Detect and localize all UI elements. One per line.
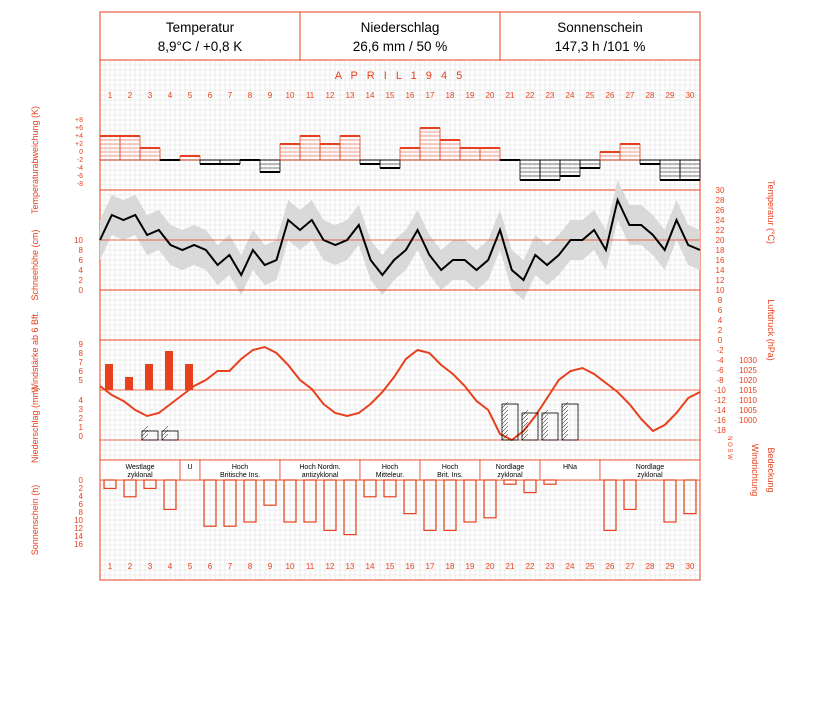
- snow-tick: 10: [74, 236, 83, 245]
- weather-type-label: HNa: [562, 464, 578, 471]
- weather-type-label: zyklonal: [127, 472, 153, 479]
- wind-direction-code: N O S W: [726, 436, 732, 460]
- day-label-top: 17: [425, 91, 435, 100]
- day-label-bottom: 24: [565, 562, 575, 571]
- temperature-tick: 14: [715, 266, 725, 275]
- day-label-top: 6: [207, 91, 213, 100]
- day-label-top: 2: [127, 91, 133, 100]
- day-label-top: 15: [385, 91, 395, 100]
- day-label-bottom: 13: [345, 562, 355, 571]
- day-label-top: 3: [147, 91, 153, 100]
- axis-label-temperature: Temperatur (°C): [766, 179, 776, 245]
- anomaly-tick: +8: [75, 117, 83, 124]
- weather-type-label: Nordlage: [635, 464, 665, 471]
- month-title: A P R I L 1 9 4 5: [334, 70, 466, 82]
- sunshine-tick: 6: [78, 500, 83, 509]
- day-label-bottom: 23: [545, 562, 555, 571]
- wind-bar: [125, 377, 133, 390]
- anomaly-tick: +2: [75, 141, 83, 148]
- precip-tick: 2: [78, 414, 83, 423]
- temperature-tick: 20: [715, 236, 725, 245]
- day-label-top: 30: [685, 91, 695, 100]
- wind-tick: 5: [78, 376, 83, 385]
- sunshine-tick: 14: [74, 532, 83, 541]
- day-label-bottom: 17: [425, 562, 435, 571]
- anomaly-tick: +4: [75, 133, 83, 140]
- day-label-top: 13: [345, 91, 355, 100]
- temperature-tick: 6: [717, 306, 723, 315]
- day-label-bottom: 25: [585, 562, 595, 571]
- pressure-tick: 1015: [739, 386, 757, 395]
- anomaly-tick: -8: [76, 181, 83, 188]
- day-label-bottom: 3: [147, 562, 153, 571]
- day-label-bottom: 9: [267, 562, 273, 571]
- temperature-tick: 28: [715, 196, 725, 205]
- day-label-top: 23: [545, 91, 555, 100]
- temperature-tick: 0: [717, 336, 723, 345]
- day-label-bottom: 19: [465, 562, 475, 571]
- day-label-bottom: 2: [127, 562, 133, 571]
- weather-type-label: Britische Ins.: [219, 472, 261, 479]
- day-label-bottom: 14: [365, 562, 375, 571]
- weather-type-label: zyklonal: [497, 472, 523, 479]
- day-label-bottom: 27: [625, 562, 635, 571]
- temperature-tick: 22: [715, 226, 725, 235]
- temperature-tick: -18: [714, 426, 726, 435]
- header-precipitation-label: Niederschlag: [360, 20, 440, 35]
- wind-tick: 7: [78, 358, 83, 367]
- weather-type-label: Hoch Nordm.: [299, 464, 341, 471]
- axis-label-sunshine: Sonnenschein (h): [30, 484, 40, 556]
- day-label-bottom: 12: [325, 562, 335, 571]
- snow-tick: 4: [78, 266, 83, 275]
- anomaly-tick: 0: [79, 149, 83, 156]
- day-label-top: 20: [485, 91, 495, 100]
- day-label-bottom: 16: [405, 562, 415, 571]
- temperature-tick: 2: [717, 326, 723, 335]
- weather-type-label: Brit. Ins.: [437, 472, 463, 479]
- temperature-tick: 18: [715, 246, 725, 255]
- pressure-tick: 1000: [739, 416, 757, 425]
- weather-type-label: Nordlage: [495, 464, 525, 471]
- day-label-bottom: 26: [605, 562, 615, 571]
- axis-label-wind: Windstärke ab 6 Bft.: [30, 311, 40, 393]
- temperature-tick: -10: [714, 386, 726, 395]
- header-precipitation-value: 26,6 mm / 50 %: [352, 39, 448, 54]
- day-label-bottom: 10: [285, 562, 295, 571]
- pressure-tick: 1030: [739, 356, 757, 365]
- day-label-top: 8: [247, 91, 253, 100]
- temperature-tick: -4: [716, 356, 724, 365]
- temperature-tick: -14: [714, 406, 726, 415]
- header-temperature-label: Temperatur: [165, 20, 235, 35]
- day-label-bottom: 30: [685, 562, 695, 571]
- day-label-top: 9: [267, 91, 273, 100]
- day-label-top: 28: [645, 91, 655, 100]
- snow-tick: 8: [78, 246, 83, 255]
- axis-label-pressure: Luftdruck (hPa): [766, 299, 776, 361]
- snow-tick: 2: [78, 276, 83, 285]
- wind-bar: [185, 364, 193, 390]
- day-label-bottom: 20: [485, 562, 495, 571]
- day-label-bottom: 5: [187, 562, 193, 571]
- temperature-tick: -12: [714, 396, 726, 405]
- pressure-tick: 1005: [739, 406, 757, 415]
- anomaly-tick: -4: [76, 165, 83, 172]
- header-sunshine-label: Sonnenschein: [557, 20, 643, 35]
- weather-type-label: U: [187, 464, 193, 471]
- precip-tick: 3: [78, 405, 83, 414]
- wind-bar: [165, 351, 173, 390]
- pressure-tick: 1025: [739, 366, 757, 375]
- day-label-bottom: 8: [247, 562, 253, 571]
- day-label-top: 24: [565, 91, 575, 100]
- day-label-top: 21: [505, 91, 515, 100]
- precip-tick: 1: [78, 423, 83, 432]
- temperature-tick: 8: [717, 296, 723, 305]
- weather-type-label: antizyklonal: [301, 472, 339, 479]
- day-label-top: 11: [305, 91, 315, 100]
- day-label-bottom: 22: [525, 562, 535, 571]
- wind-bar: [145, 364, 153, 390]
- anomaly-tick: -6: [76, 173, 83, 180]
- axis-label-cloud-cover: Bedeckung: [766, 447, 776, 493]
- temperature-tick: -16: [714, 416, 726, 425]
- header-sunshine-value: 147,3 h /101 %: [554, 39, 646, 54]
- temperature-tick: 16: [715, 256, 725, 265]
- sunshine-tick: 2: [78, 484, 83, 493]
- temperature-tick: -8: [716, 376, 724, 385]
- day-label-bottom: 6: [207, 562, 213, 571]
- day-label-top: 18: [445, 91, 455, 100]
- wind-tick: 6: [78, 367, 83, 376]
- pressure-tick: 1010: [739, 396, 757, 405]
- axis-label-wind-direction: Windrichtung: [750, 443, 760, 497]
- weather-type-label: Westlage: [125, 464, 155, 471]
- weather-type-label: Hoch: [441, 464, 459, 471]
- day-label-bottom: 4: [167, 562, 173, 571]
- pressure-tick: 1020: [739, 376, 757, 385]
- day-label-top: 22: [525, 91, 535, 100]
- anomaly-tick: -2: [76, 157, 83, 164]
- temperature-tick: 12: [715, 276, 725, 285]
- day-label-top: 16: [405, 91, 415, 100]
- sunshine-tick: 8: [78, 508, 83, 517]
- wind-bar: [105, 364, 113, 390]
- day-label-top: 29: [665, 91, 675, 100]
- temperature-tick: -6: [716, 366, 724, 375]
- axis-label-precip: Niederschlag (mm): [30, 386, 40, 464]
- day-label-top: 4: [167, 91, 173, 100]
- day-label-bottom: 15: [385, 562, 395, 571]
- day-label-bottom: 21: [505, 562, 515, 571]
- sunshine-tick: 12: [74, 524, 83, 533]
- snow-tick: 6: [78, 256, 83, 265]
- anomaly-tick: +6: [75, 125, 83, 132]
- day-label-top: 19: [465, 91, 475, 100]
- weather-type-label: Hoch: [381, 464, 399, 471]
- sunshine-tick: 4: [78, 492, 83, 501]
- day-label-bottom: 11: [305, 562, 315, 571]
- day-label-top: 25: [585, 91, 595, 100]
- axis-label-snow: Schneehöhe (cm): [30, 229, 40, 301]
- weather-type-label: Hoch: [231, 464, 249, 471]
- day-label-bottom: 28: [645, 562, 655, 571]
- temperature-tick: -2: [716, 346, 724, 355]
- sunshine-tick: 10: [74, 516, 83, 525]
- header-temperature-value: 8,9°C / +0,8 K: [157, 39, 243, 54]
- temperature-tick: 24: [715, 216, 725, 225]
- day-label-bottom: 29: [665, 562, 675, 571]
- day-label-top: 26: [605, 91, 615, 100]
- day-label-top: 5: [187, 91, 193, 100]
- day-label-top: 14: [365, 91, 375, 100]
- sunshine-tick: 0: [78, 476, 83, 485]
- temperature-tick: 10: [715, 286, 725, 295]
- snow-tick: 0: [78, 286, 83, 295]
- axis-label-anomaly: Temperaturabweichung (K): [30, 105, 40, 215]
- precip-tick: 4: [78, 396, 83, 405]
- temperature-tick: 26: [715, 206, 725, 215]
- weather-type-label: zyklonal: [637, 472, 663, 479]
- weather-type-label: Mitteleur.: [375, 472, 405, 479]
- day-label-top: 7: [227, 91, 233, 100]
- day-label-top: 1: [107, 91, 113, 100]
- day-label-bottom: 18: [445, 562, 455, 571]
- wind-tick: 8: [78, 349, 83, 358]
- temperature-tick: 4: [717, 316, 723, 325]
- wind-tick: 9: [78, 340, 83, 349]
- temperature-tick: 30: [715, 186, 725, 195]
- day-label-top: 27: [625, 91, 635, 100]
- precip-tick: 0: [78, 432, 83, 441]
- day-label-top: 12: [325, 91, 335, 100]
- sunshine-tick: 16: [74, 540, 83, 549]
- day-label-bottom: 1: [107, 562, 113, 571]
- day-label-top: 10: [285, 91, 295, 100]
- day-label-bottom: 7: [227, 562, 233, 571]
